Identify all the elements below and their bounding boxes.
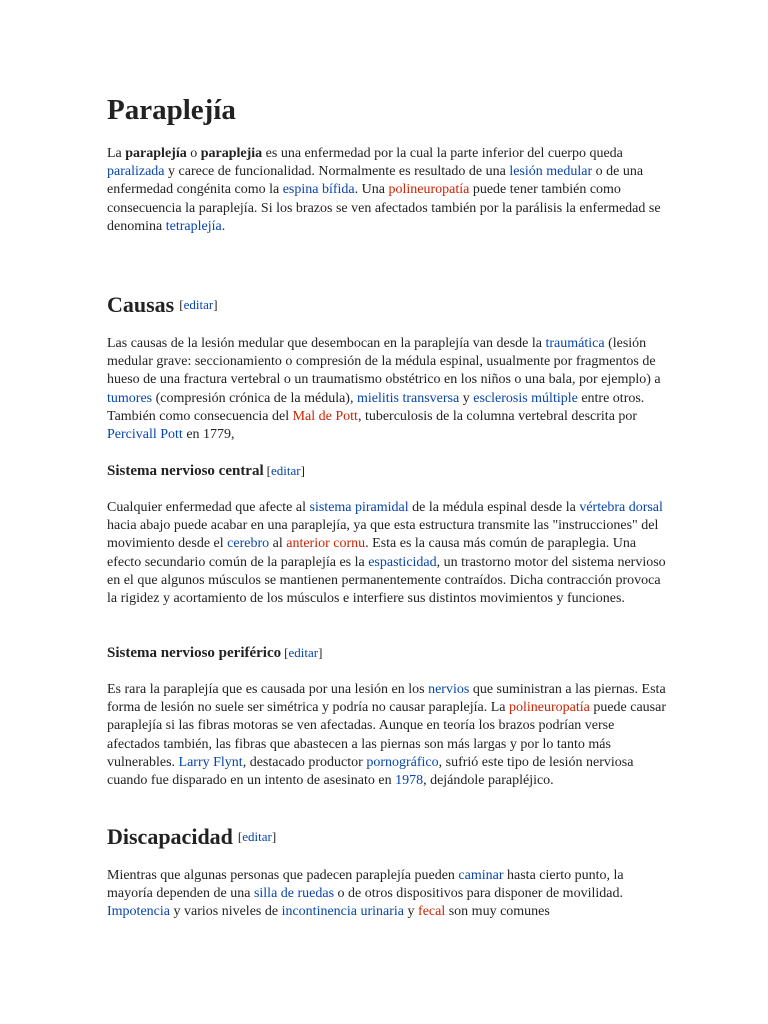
section-heading-causas bbox=[107, 291, 218, 322]
inline-link[interactable]: vértebra dorsal bbox=[579, 500, 663, 515]
edit-section-link-wrapper: [editar] bbox=[284, 645, 323, 660]
text-run: . bbox=[221, 218, 226, 234]
text-run: en 1779, bbox=[182, 427, 235, 443]
text-run: y carece de funcionalidad. Normalmente es resultado de una bbox=[164, 164, 510, 180]
inline-link[interactable]: Percivall Pott bbox=[107, 427, 183, 443]
bold-term: paraplejía bbox=[125, 146, 187, 161]
text-run: que suministran a las piernas. Esta forma de lesión no suele ser simétrica y podría no causar paraplejía. La bbox=[107, 682, 666, 716]
intro-paragraph bbox=[107, 145, 667, 236]
text-run: Cualquier enfermedad que afecte al bbox=[107, 500, 310, 515]
edit-section-link-wrapper: [editar] bbox=[237, 829, 277, 844]
text-run: , destacado productor bbox=[242, 754, 367, 770]
inline-link[interactable]: Larry Flynt bbox=[178, 754, 243, 770]
inline-link[interactable]: tumores bbox=[107, 390, 153, 406]
inline-link[interactable]: paralizada bbox=[107, 164, 165, 180]
inline-link[interactable]: Mal de Pott bbox=[292, 408, 358, 424]
text-run: o de una enfermedad congénita como la bbox=[107, 164, 644, 198]
edit-section-link-wrapper: [editar] bbox=[179, 297, 218, 312]
edit-link[interactable]: editar bbox=[288, 645, 319, 660]
inline-link[interactable]: espasticidad bbox=[368, 554, 437, 570]
inline-link[interactable]: cerebro bbox=[227, 536, 270, 552]
discapacidad-paragraph bbox=[107, 867, 667, 922]
text-run: de la médula espinal desde la bbox=[408, 500, 580, 515]
text-run: , un trastorno motor del sistema nervioso en el que algunos músculos se mantienen permanentemente contraídos. Dicha contracción provoca la rigidez y acortamiento de los músculos e interfiere sus distintos movimientos y funciones. bbox=[107, 554, 666, 607]
text-run: Es rara la paraplejía que es causada por una lesión en los bbox=[107, 682, 429, 697]
text-run: hasta cierto punto, la mayoría dependen de una bbox=[107, 868, 624, 902]
section-heading-sistema-nervioso-central bbox=[107, 461, 305, 481]
section-title: Causas bbox=[107, 292, 175, 317]
text-run: o bbox=[186, 146, 201, 161]
inline-link[interactable]: silla de ruedas bbox=[253, 886, 335, 902]
snp-paragraph bbox=[107, 681, 667, 790]
text-run: La bbox=[107, 146, 126, 161]
section-heading-sistema-nervioso-periferico bbox=[107, 643, 322, 663]
text-run: Mientras que algunas personas que padecen paraplejía pueden bbox=[107, 868, 459, 883]
inline-link[interactable]: polineuropatía bbox=[388, 182, 470, 198]
edit-section-link-wrapper: [editar] bbox=[266, 463, 305, 478]
text-run: , tuberculosis de la columna vertebral descrita por bbox=[357, 408, 638, 424]
inline-link[interactable]: Impotencia bbox=[107, 904, 170, 920]
bold-term: paraplejia bbox=[200, 146, 263, 161]
inline-link[interactable]: tetraplejía bbox=[165, 218, 222, 234]
text-run: y varios niveles de bbox=[169, 904, 282, 920]
section-title: Sistema nervioso periférico bbox=[107, 645, 282, 661]
text-run: y bbox=[459, 390, 474, 406]
text-run: entre otros. También como consecuencia del bbox=[107, 390, 645, 424]
inline-link[interactable]: lesión medular bbox=[509, 164, 593, 180]
text-run: , dejándole parapléjico. bbox=[423, 773, 554, 789]
text-run: Las causas de la lesión medular que desembocan en la paraplejía van desde la bbox=[107, 336, 546, 351]
text-run: . Una bbox=[354, 182, 389, 198]
inline-link[interactable]: nervios bbox=[428, 682, 470, 697]
text-run: y bbox=[404, 904, 419, 920]
page-title: Paraplejía bbox=[107, 94, 236, 126]
inline-link[interactable]: sistema piramidal bbox=[309, 500, 409, 515]
text-run: puede causar paraplejía si las fibras motoras se ven afectadas. Aunque en teoría los brazos podrían verse afectados también, las fibras que abastecen a las piernas son más largas y por lo tanto más vulnerables. bbox=[107, 700, 667, 770]
causas-paragraph bbox=[107, 335, 667, 444]
inline-link[interactable]: espina bífida bbox=[282, 182, 355, 198]
section-title: Discapacidad bbox=[107, 824, 233, 849]
text-run: puede tener también como consecuencia la paraplejía. Si los brazos se ven afectados también por la parálisis la enfermedad se denomina bbox=[107, 182, 661, 234]
text-run: hacia abajo puede acabar en una paraplejía, ya que esta estructura transmite las "instrucciones" del movimiento desde el bbox=[107, 518, 659, 552]
section-heading-discapacidad bbox=[107, 823, 276, 854]
text-run: son muy comunes bbox=[445, 904, 550, 920]
edit-link[interactable]: editar bbox=[183, 297, 214, 312]
edit-link[interactable]: editar bbox=[242, 829, 272, 844]
inline-link[interactable]: traumática bbox=[545, 336, 605, 351]
text-run: (lesión medular grave: seccionamiento o compresión de la médula espinal, usualmente por fragmentos de hueso de una fractura vertebral o un traumatismo obstétrico en los niños o una bala, por ejemplo) a bbox=[107, 336, 661, 388]
inline-link[interactable]: caminar bbox=[458, 868, 504, 883]
inline-link[interactable]: esclerosis múltiple bbox=[473, 390, 578, 406]
section-title: Sistema nervioso central bbox=[107, 463, 264, 479]
text-run: (compresión crónica de la médula), bbox=[152, 390, 357, 406]
inline-link[interactable]: fecal bbox=[418, 904, 446, 920]
snc-paragraph bbox=[107, 499, 667, 608]
inline-link[interactable]: anterior cornu bbox=[286, 536, 366, 552]
inline-link[interactable]: 1978 bbox=[395, 773, 424, 789]
inline-link[interactable]: mielitis transversa bbox=[356, 390, 460, 406]
inline-link[interactable]: incontinencia urinaria bbox=[281, 904, 405, 920]
edit-link[interactable]: editar bbox=[270, 463, 301, 478]
text-run: es una enfermedad por la cual la parte inferior del cuerpo queda bbox=[262, 146, 623, 161]
inline-link[interactable]: pornográfico bbox=[366, 754, 439, 770]
text-run: , sufrió este tipo de lesión nerviosa cuando fue disparado en un intento de asesinato en bbox=[107, 754, 634, 789]
text-run: o de otros dispositivos para disponer de movilidad. bbox=[334, 886, 623, 902]
inline-link[interactable]: polineuropatía bbox=[508, 700, 590, 716]
text-run: al bbox=[269, 536, 287, 552]
text-run: . Esta es la causa más común de paraplegia. Una efecto secundario común de la paraplejía es la bbox=[107, 536, 637, 570]
